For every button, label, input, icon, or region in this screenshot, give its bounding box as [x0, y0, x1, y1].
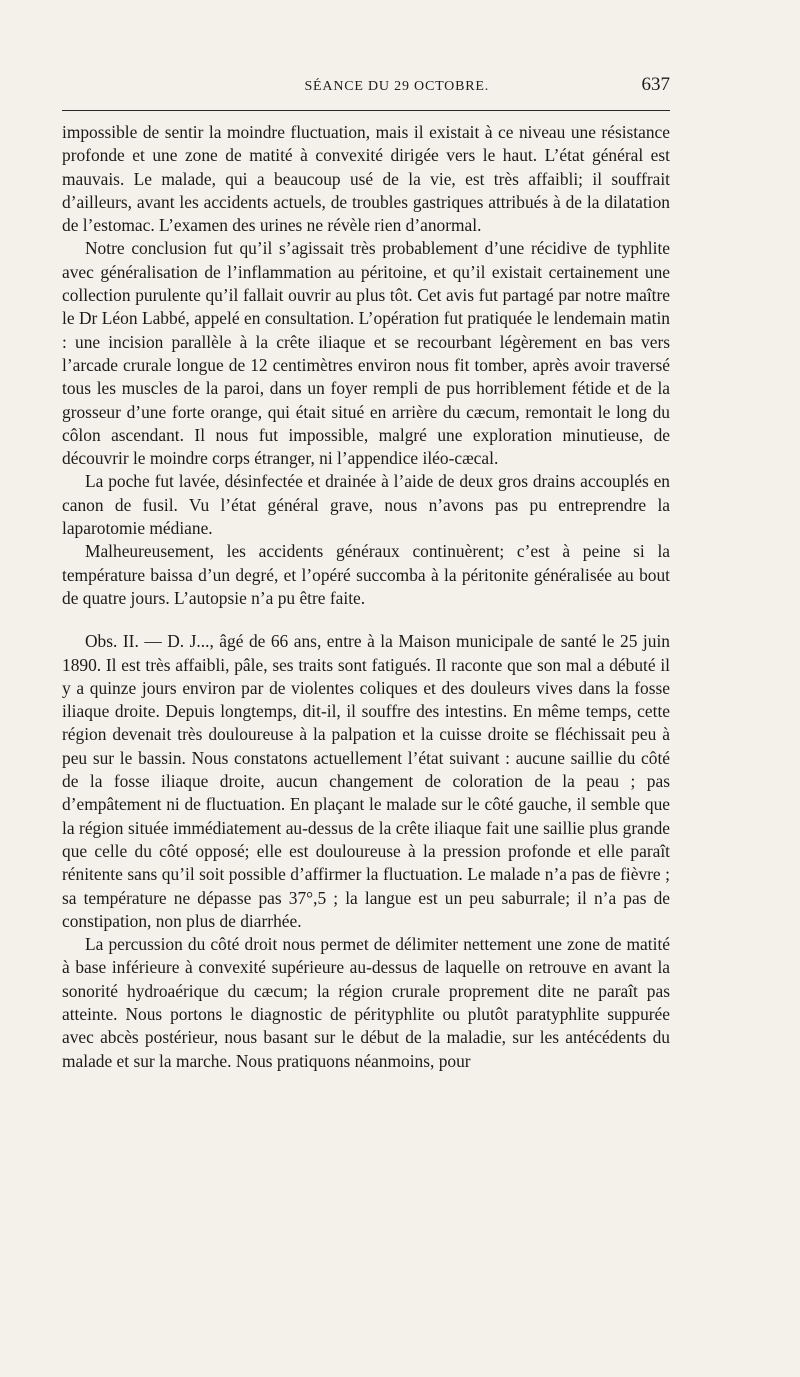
paragraph-6: La percussion du côté droit nous permet de délimiter nettement une zone de matité à base inférieure à convexité supérieure au-dessus de laquelle on retrouve en avant la sonorité hydroaérique du cæcum; la région crurale proprement dite ne paraît pas atteinte. Nous portons le diagnostic de pérityphlite ou plutôt paratyphlite suppurée avec abcès postérieur, nous basant sur le début de la maladie, sur les antécédents du malade et sur la marche. Nous pratiquons néanmoins, pour [62, 934, 670, 1071]
running-title: SÉANCE DU 29 OCTOBRE. [304, 79, 490, 94]
paragraph-1: impossible de sentir la moindre fluctuation, mais il existait à ce niveau une résistance profonde et une zone de matité à convexité dirigée vers le haut. L’état général est mauvais. Le malade, qui a beaucoup usé de la vie, est très affaibli; il souffrait d’ailleurs, avant les accidents actuels, de troubles gastriques attribués à de la dilatation de l’estomac. L’examen des urines ne révèle rien d’anormal. [62, 122, 670, 236]
running-header [62, 74, 670, 98]
paragraph-2: Notre conclusion fut qu’il s’agissait très probablement d’une récidive de typhlite avec généralisation de l’inflammation au péritoine, et qu’il existait certainement une collection purulente qu’il fallait ouvrir au plus tôt. Cet avis fut partagé par notre maître le Dr Léon Labbé, appelé en consultation. L’opération fut pratiquée le lendemain matin : une incision parallèle à la crête iliaque et se recourbant légèrement en bas vers l’arcade crurale longue de 12 centimètres environ nous fit tomber, après avoir traversé tous les muscles de la paroi, dans un foyer rempli de pus horriblement fétide et de la grosseur d’une forte orange, qui était situé en arrière du cæcum, remontait le long du côlon ascendant. Il nous fut impossible, malgré une exploration minutieuse, de découvrir le moindre corps étranger, ni l’appendice iléo-cæcal. [62, 238, 670, 469]
paragraph-4: Malheureusement, les accidents généraux continuèrent; c’est à peine si la température baissa d’un degré, et l’opéré succomba à la péritonite généralisée au bout de quatre jours. L’autopsie n’a pu être faite. [62, 541, 670, 608]
section-gap [62, 610, 670, 630]
page-number: 637 [641, 74, 670, 95]
page [62, 74, 670, 1073]
paragraph-3: La poche fut lavée, désinfectée et drainée à l’aide de deux gros drains accouplés en canon de fusil. Vu l’état général grave, nous n’avons pas pu entreprendre la laparotomie médiane. [62, 471, 670, 539]
paragraph-obs-2: Obs. II. — D. J..., âgé de 66 ans, entre à la Maison municipale de santé le 25 juin 1890. Il est très affaibli, pâle, ses traits sont fatigués. Il raconte que son mal a débuté il y a quinze jours environ par de violentes coliques et des douleurs vives dans la fosse iliaque droite. Depuis longtemps, dit-il, il souffre des intestins. En même temps, cette région devenait très douloureuse à la palpation et la cuisse droite se fléchissait peu à peu sur le bassin. Nous constatons actuellement l’état suivant : aucune saillie du côté de la fosse iliaque droite, aucun changement de coloration de la peau ; pas d’empâtement ni de fluctuation. En plaçant le malade sur le côté gauche, il semble que la région située immédiatement au-dessus de la crête iliaque fait une saillie plus grande que celle du côté opposé; elle est douloureuse à la pression profonde et elle paraît rénitente sans qu’il soit possible d’affirmer la fluctuation. Le malade n’a pas de fièvre ; sa température ne dépasse pas 37°,5 ; la langue est un peu saburrale; il n’a pas de constipation, non plus de diarrhée. [62, 631, 670, 931]
header-rule [62, 110, 670, 111]
